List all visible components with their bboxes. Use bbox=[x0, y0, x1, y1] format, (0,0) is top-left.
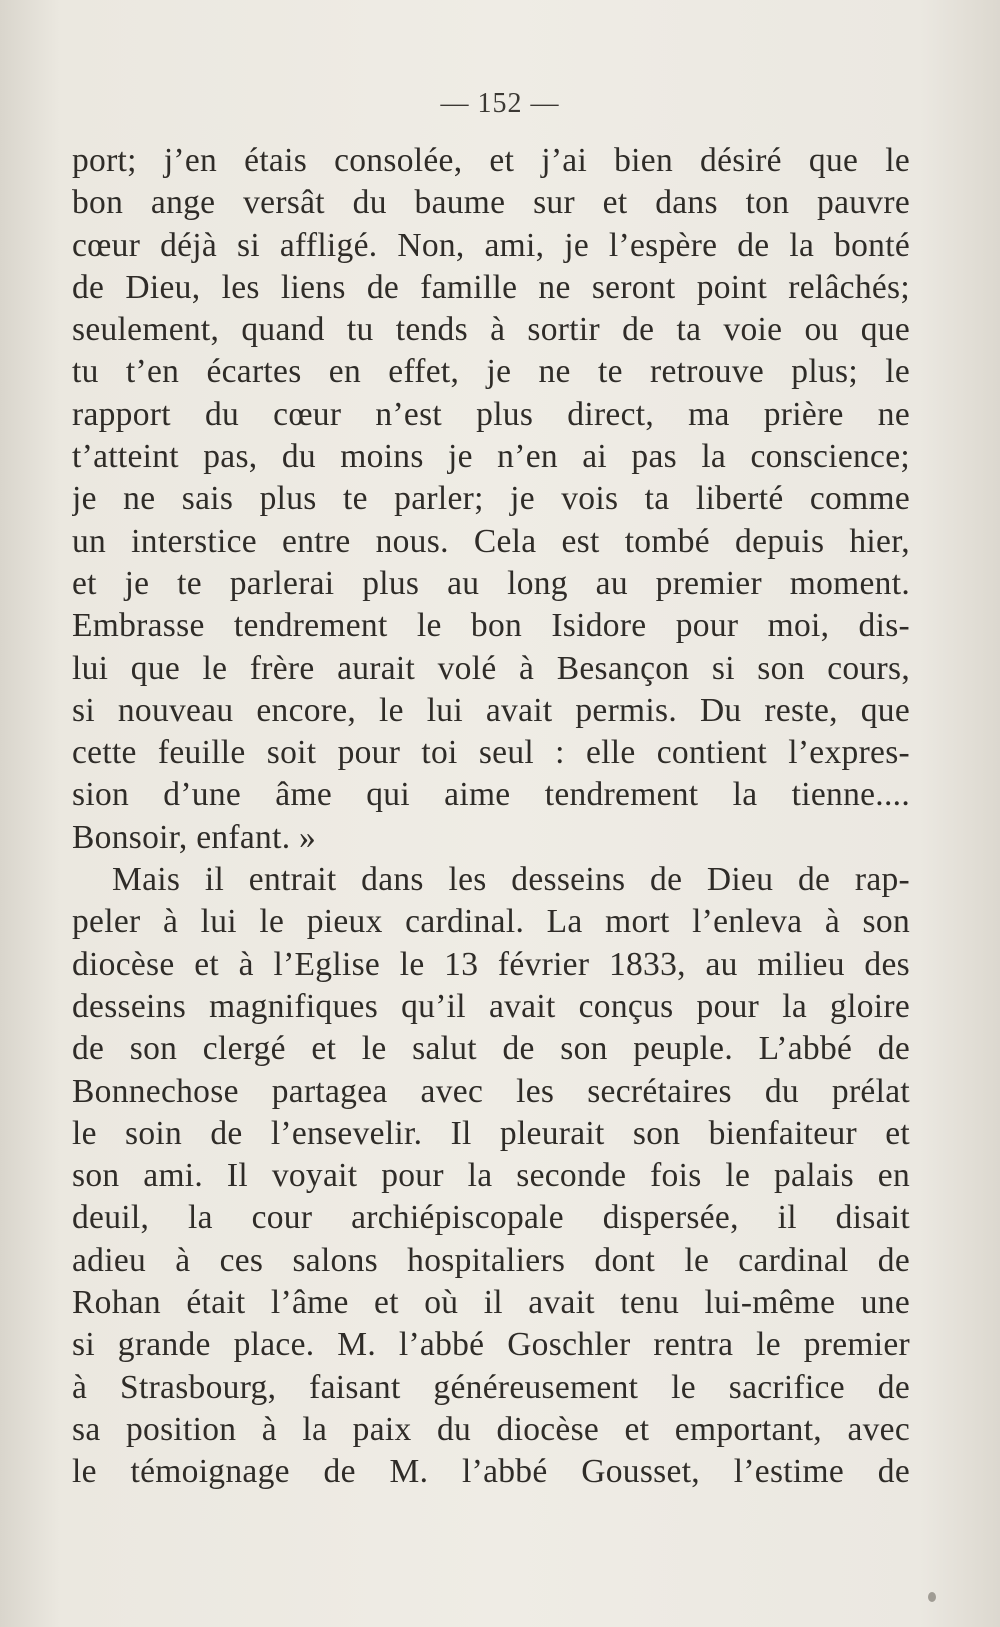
ink-speck bbox=[928, 1592, 936, 1602]
text-line: sion d’une âme qui aime tendrement la tienne.... bbox=[72, 776, 910, 814]
body-text bbox=[72, 140, 910, 1494]
text-line: peler à lui le pieux cardinal. La mort l’enleva à son bbox=[72, 903, 910, 941]
text-line: le soin de l’ensevelir. Il pleurait son bienfaiteur et bbox=[72, 1114, 910, 1152]
text-line: et je te parlerai plus au long au premier moment. bbox=[72, 564, 910, 602]
text-line: de son clergé et le salut de son peuple. L’abbé de bbox=[72, 1030, 910, 1068]
text-line: Bonnechose partagea avec les secrétaires du prélat bbox=[72, 1072, 910, 1110]
text-line: si nouveau encore, le lui avait permis. Du reste, que bbox=[72, 691, 910, 729]
text-line: son ami. Il voyait pour la seconde fois le palais en bbox=[72, 1157, 910, 1195]
text-line: lui que le frère aurait volé à Besançon si son cours, bbox=[72, 649, 910, 687]
text-line: Rohan était l’âme et où il avait tenu lui-même une bbox=[72, 1284, 910, 1322]
text-line: adieu à ces salons hospitaliers dont le cardinal de bbox=[72, 1241, 910, 1279]
text-line: desseins magnifiques qu’il avait conçus pour la gloire bbox=[72, 987, 910, 1025]
text-line: Embrasse tendrement le bon Isidore pour moi, dis- bbox=[72, 607, 910, 645]
text-line: deuil, la cour archiépiscopale dispersée, il disait bbox=[72, 1199, 910, 1237]
text-line: cette feuille soit pour toi seul : elle contient l’expres- bbox=[72, 734, 910, 772]
text-line: cœur déjà si affligé. Non, ami, je l’espère de la bonté bbox=[72, 226, 910, 264]
text-line: port; j’en étais consolée, et j’ai bien désiré que le bbox=[72, 142, 910, 179]
text-line: rapport du cœur n’est plus direct, ma prière ne bbox=[72, 395, 910, 433]
text-line: sa position à la paix du diocèse et emportant, avec bbox=[72, 1410, 910, 1448]
page-number: — 152 — bbox=[440, 88, 560, 119]
text-line: de Dieu, les liens de famille ne seront point relâchés; bbox=[72, 268, 910, 306]
text-line: tu t’en écartes en effet, je ne te retrouve plus; le bbox=[72, 353, 910, 391]
text-line: seulement, quand tu tends à sortir de ta voie ou que bbox=[72, 311, 910, 349]
text-line: si grande place. M. l’abbé Goschler rentra le premier bbox=[72, 1326, 910, 1364]
paragraph-start-line: Mais il entrait dans les desseins de Dieu de rap- bbox=[112, 861, 910, 899]
text-line: diocèse et à l’Eglise le 13 février 1833, au milieu des bbox=[72, 945, 910, 983]
text-line: un interstice entre nous. Cela est tombé depuis hier, bbox=[72, 522, 910, 560]
text-line: le témoignage de M. l’abbé Gousset, l’estime de bbox=[72, 1453, 910, 1491]
text-line: à Strasbourg, faisant généreusement le sacrifice de bbox=[72, 1368, 910, 1406]
text-line: bon ange versât du baume sur et dans ton pauvre bbox=[72, 184, 910, 222]
text-line: t’atteint pas, du moins je n’en ai pas la conscience; bbox=[72, 438, 910, 476]
text-line: Bonsoir, enfant. » bbox=[72, 818, 317, 856]
text-line: je ne sais plus te parler; je vois ta liberté comme bbox=[72, 480, 910, 518]
